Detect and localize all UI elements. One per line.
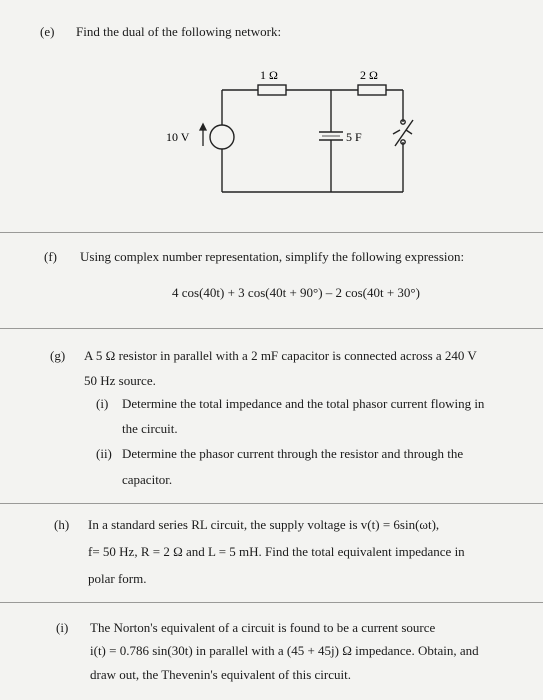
question-i-line3: draw out, the Thevenin's equivalent of this circuit. bbox=[90, 667, 351, 682]
question-g-label: (g) bbox=[50, 348, 66, 363]
question-g-sub-i-label: (i) bbox=[96, 396, 109, 411]
question-f-text: Using complex number representation, simplify the following expression: bbox=[80, 249, 465, 264]
question-e-label: (e) bbox=[40, 24, 55, 39]
cap-label: 5 F bbox=[346, 130, 362, 144]
circuit-diagram bbox=[150, 60, 430, 210]
question-g-sub-ii-label: (ii) bbox=[96, 446, 112, 461]
voltage-source bbox=[210, 125, 234, 149]
question-h-line2: f= 50 Hz, R = 2 Ω and L = 5 mH. Find the total equivalent impedance in bbox=[88, 544, 465, 559]
question-h-line1: In a standard series RL circuit, the supply voltage is v(t) = 6sin(ωt), bbox=[88, 517, 440, 532]
question-h-line3: polar form. bbox=[88, 571, 147, 586]
question-i-line1: The Norton's equivalent of a circuit is found to be a current source bbox=[90, 620, 436, 635]
r1-label: 1 Ω bbox=[260, 68, 278, 82]
capacitor bbox=[319, 132, 343, 140]
question-g-sub-ii-line1: Determine the phasor current through the resistor and through the bbox=[122, 446, 464, 461]
question-g-line1: A 5 Ω resistor in parallel with a 2 mF capacitor is connected across a 240 V bbox=[84, 348, 477, 363]
divider bbox=[0, 503, 543, 504]
question-i-label: (i) bbox=[56, 620, 69, 635]
question-h-label: (h) bbox=[54, 517, 70, 532]
question-g-line2: 50 Hz source. bbox=[84, 373, 156, 388]
question-g-sub-i-line1: Determine the total impedance and the total phasor current flowing in bbox=[122, 396, 485, 411]
resistor-2ohm bbox=[358, 85, 386, 95]
source-arrow-icon bbox=[200, 124, 206, 146]
question-f-expression: 4 cos(40t) + 3 cos(40t + 90°) – 2 cos(40t + 30°) bbox=[172, 285, 420, 300]
question-i-line2: i(t) = 0.786 sin(30t) in parallel with a (45 + 45j) Ω impedance. Obtain, and bbox=[90, 643, 479, 658]
source-label: 10 V bbox=[166, 130, 190, 144]
question-f-label: (f) bbox=[44, 249, 57, 264]
divider bbox=[0, 602, 543, 603]
r2-label: 2 Ω bbox=[360, 68, 378, 82]
question-e-text: Find the dual of the following network: bbox=[76, 24, 282, 39]
divider bbox=[0, 328, 543, 329]
divider bbox=[0, 232, 543, 233]
resistor-1ohm bbox=[258, 85, 286, 95]
question-g-sub-i-line2: the circuit. bbox=[122, 421, 178, 436]
question-g-sub-ii-line2: capacitor. bbox=[122, 472, 173, 487]
